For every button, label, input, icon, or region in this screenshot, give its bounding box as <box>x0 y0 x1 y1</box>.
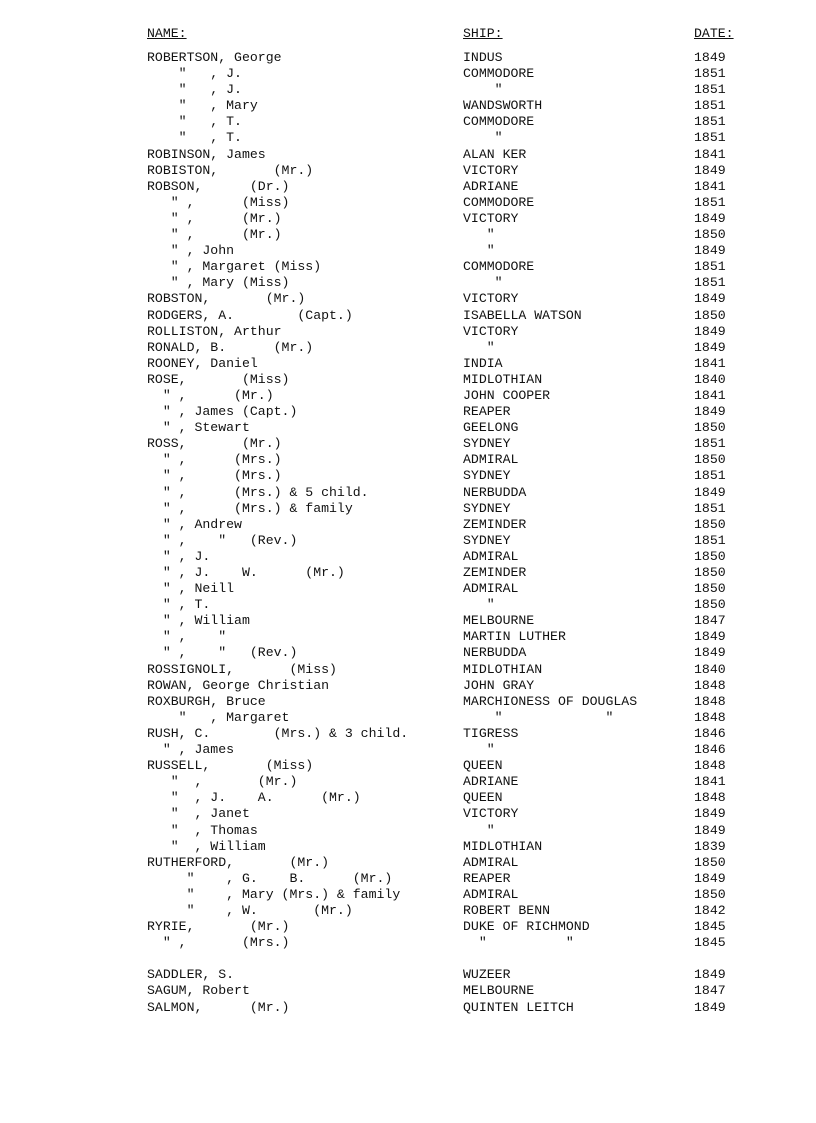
sailing-date: 1841 <box>694 178 726 194</box>
ship-name: " <box>463 742 495 758</box>
ship-name: ISABELLA WATSON <box>463 307 582 323</box>
passenger-name: " , Margaret <box>147 709 290 725</box>
sailing-date: 1851 <box>694 259 726 275</box>
sailing-date: 1849 <box>694 404 726 420</box>
table-row <box>0 98 816 114</box>
ship-name: VICTORY <box>463 323 519 339</box>
table-row <box>0 597 816 613</box>
passenger-name: " , Mary (Miss) <box>147 275 290 291</box>
ship-name: SYDNEY <box>463 500 511 516</box>
table-row <box>0 549 816 565</box>
passenger-name: " , Stewart <box>147 420 250 436</box>
ship-name: MIDLOTHIAN <box>463 838 543 854</box>
passenger-name: " , T. <box>147 597 211 613</box>
sailing-date: 1845 <box>694 919 726 935</box>
passenger-name: SALMON, (Mr.) <box>147 999 290 1015</box>
ship-name: COMMODORE <box>463 194 535 210</box>
table-row <box>0 919 816 935</box>
table-row <box>0 613 816 629</box>
sailing-date: 1850 <box>694 548 726 564</box>
table-row <box>0 533 816 549</box>
ship-name: QUEEN <box>463 790 503 806</box>
sailing-date: 1847 <box>694 613 726 629</box>
passenger-name: RONALD, B. (Mr.) <box>147 339 314 355</box>
sailing-date: 1850 <box>694 452 726 468</box>
passenger-name: " , " (Rev.) <box>147 532 298 548</box>
table-row <box>0 645 816 661</box>
ship-name: ZEMINDER <box>463 516 527 532</box>
passenger-name: " , J. <box>147 548 211 564</box>
ship-name: INDUS <box>463 50 503 65</box>
passenger-name: SADDLER, S. <box>147 967 235 983</box>
sailing-date: 1850 <box>694 581 726 597</box>
table-row <box>0 629 816 645</box>
passenger-list <box>0 50 816 1016</box>
table-row <box>0 951 816 983</box>
table-row <box>0 66 816 82</box>
table-row <box>0 1000 816 1016</box>
sailing-date: 1851 <box>694 468 726 484</box>
sailing-date: 1846 <box>694 725 726 741</box>
column-header-date: DATE: <box>694 26 734 41</box>
ship-name: INDIA <box>463 355 503 371</box>
column-header-ship: SHIP: <box>463 26 503 41</box>
ship-name: SYDNEY <box>463 436 511 452</box>
passenger-name: " , William <box>147 613 250 629</box>
ship-name: REAPER <box>463 870 511 886</box>
sailing-date: 1850 <box>694 597 726 613</box>
sailing-date: 1849 <box>694 806 726 822</box>
table-row <box>0 806 816 822</box>
passenger-name: ROSE, (Miss) <box>147 371 290 387</box>
table-row <box>0 501 816 517</box>
passenger-name: " , (Mr.) <box>147 387 274 403</box>
ship-name: " <box>463 597 495 613</box>
table-row <box>0 324 816 340</box>
ship-name: COMMODORE <box>463 259 535 275</box>
sailing-date: 1842 <box>694 902 726 918</box>
ship-name: NERBUDDA <box>463 484 527 500</box>
ship-name: WUZEER <box>463 967 511 983</box>
ship-name: DUKE OF RICHMOND <box>463 919 590 935</box>
sailing-date: 1851 <box>694 275 726 291</box>
column-header-name: NAME: <box>147 26 187 41</box>
ship-name: " <box>463 243 495 259</box>
sailing-date: 1849 <box>694 243 726 259</box>
passenger-name: " , (Mr.) <box>147 210 282 226</box>
passenger-name: " , J. W. (Mr.) <box>147 565 345 580</box>
table-row <box>0 404 816 420</box>
table-row <box>0 147 816 163</box>
sailing-date: 1849 <box>694 291 726 307</box>
sailing-date: 1850 <box>694 516 726 532</box>
sailing-date: 1851 <box>694 436 726 452</box>
sailing-date: 1840 <box>694 371 726 387</box>
table-row <box>0 372 816 388</box>
passenger-name: ROBINSON, James <box>147 146 266 162</box>
table-row <box>0 485 816 501</box>
sailing-date: 1849 <box>694 484 726 500</box>
table-row <box>0 114 816 130</box>
sailing-date: 1851 <box>694 194 726 210</box>
passenger-name: " , Andrew <box>147 516 242 532</box>
sailing-date: 1849 <box>694 210 726 226</box>
table-row <box>0 710 816 726</box>
sailing-date: 1849 <box>694 999 726 1015</box>
passenger-name: RUSH, C. (Mrs.) & 3 child. <box>147 725 409 741</box>
table-row <box>0 839 816 855</box>
table-row <box>0 565 816 581</box>
passenger-name: SAGUM, Robert <box>147 983 250 999</box>
ship-name: " <box>463 82 503 98</box>
ship-name: MELBOURNE <box>463 613 535 629</box>
table-row <box>0 823 816 839</box>
table-row <box>0 581 816 597</box>
sailing-date: 1850 <box>694 854 726 870</box>
table-row <box>0 420 816 436</box>
table-row <box>0 227 816 243</box>
sailing-date: 1839 <box>694 838 726 854</box>
sailing-date: 1850 <box>694 420 726 436</box>
passenger-name: ROBSON, (Dr.) <box>147 178 290 194</box>
passenger-name: " , Mary (Mrs.) & family <box>147 886 401 902</box>
passenger-name: " , T. <box>147 114 242 130</box>
passenger-name: " , Janet <box>147 806 250 822</box>
passenger-name: ROSS, (Mr.) <box>147 436 282 452</box>
passenger-name: " , J. <box>147 66 242 82</box>
passenger-name: " , (Mr.) <box>147 774 298 790</box>
passenger-name: " , (Mrs.) <box>147 468 282 484</box>
passenger-name: ROLLISTON, Arthur <box>147 323 282 339</box>
table-row <box>0 662 816 678</box>
ship-name: " <box>463 130 503 146</box>
ship-name: NERBUDDA <box>463 645 527 661</box>
sailing-date: 1846 <box>694 742 726 758</box>
table-row <box>0 468 816 484</box>
table-row <box>0 436 816 452</box>
sailing-date: 1841 <box>694 146 726 162</box>
passenger-name: " , William <box>147 838 266 854</box>
ship-name: ALAN KER <box>463 146 527 162</box>
sailing-date: 1840 <box>694 661 726 677</box>
ship-name: ADRIANE <box>463 178 519 194</box>
passenger-name: " , " (Rev.) <box>147 645 298 661</box>
table-row <box>0 726 816 742</box>
table-row <box>0 935 816 951</box>
ship-name: ROBERT BENN <box>463 902 551 918</box>
sailing-date: 1851 <box>694 130 726 146</box>
table-row <box>0 388 816 404</box>
ship-name: MARTIN LUTHER <box>463 629 566 645</box>
sailing-date: 1841 <box>694 355 726 371</box>
sailing-date: 1851 <box>694 500 726 516</box>
sailing-date: 1849 <box>694 339 726 355</box>
sailing-date: 1849 <box>694 967 726 983</box>
passenger-name: ROSSIGNOLI, (Miss) <box>147 661 337 677</box>
sailing-date: 1849 <box>694 870 726 886</box>
passenger-name: RUTHERFORD, (Mr.) <box>147 854 330 870</box>
ship-name: VICTORY <box>463 806 519 822</box>
passenger-name: RODGERS, A. (Capt.) <box>147 307 353 323</box>
passenger-name: " , J. <box>147 82 242 98</box>
ship-name: WANDSWORTH <box>463 98 543 114</box>
ship-name: MIDLOTHIAN <box>463 371 543 387</box>
passenger-name: RYRIE, (Mr.) <box>147 919 290 935</box>
sailing-date: 1848 <box>694 693 726 709</box>
table-row <box>0 452 816 468</box>
table-row <box>0 179 816 195</box>
sailing-date: 1849 <box>694 645 726 661</box>
passenger-name: ROBISTON, (Mr.) <box>147 162 314 178</box>
passenger-name: " , James (Capt.) <box>147 404 298 420</box>
passenger-name: " , John <box>147 243 235 259</box>
sailing-date: 1848 <box>694 709 726 725</box>
sailing-date: 1851 <box>694 114 726 130</box>
passenger-name: " , (Mrs.) <box>147 452 282 468</box>
table-row <box>0 855 816 871</box>
sailing-date: 1841 <box>694 774 726 790</box>
ship-name: " <box>463 275 503 291</box>
passenger-name: ROBSTON, (Mr.) <box>147 291 306 307</box>
table-row <box>0 275 816 291</box>
ship-name: VICTORY <box>463 291 519 307</box>
passenger-name: " , W. (Mr.) <box>147 902 353 918</box>
ship-name: JOHN COOPER <box>463 387 551 403</box>
ship-name: COMMODORE <box>463 66 535 82</box>
sailing-date: 1849 <box>694 822 726 838</box>
ship-name: TIGRESS <box>463 725 519 741</box>
sailing-date: 1850 <box>694 227 726 243</box>
ship-name: JOHN GRAY <box>463 677 535 693</box>
passenger-name: " , James <box>147 742 235 758</box>
sailing-date: 1851 <box>694 82 726 98</box>
sailing-date: 1850 <box>694 886 726 902</box>
ship-name: VICTORY <box>463 162 519 178</box>
sailing-date: 1841 <box>694 387 726 403</box>
ship-name: " " <box>463 709 614 725</box>
sailing-date: 1850 <box>694 307 726 323</box>
table-row <box>0 758 816 774</box>
ship-name: ADMIRAL <box>463 548 519 564</box>
table-row <box>0 259 816 275</box>
ship-name: SYDNEY <box>463 468 511 484</box>
ship-name: GEELONG <box>463 420 519 436</box>
passenger-name: " , (Mrs.) <box>147 935 290 951</box>
table-row <box>0 243 816 259</box>
passenger-name: " , (Mr.) <box>147 227 282 243</box>
passenger-name: " , Margaret (Miss) <box>147 259 322 275</box>
sailing-date: 1845 <box>694 935 726 951</box>
table-row <box>0 340 816 356</box>
sailing-date: 1848 <box>694 790 726 806</box>
sailing-date: 1849 <box>694 162 726 178</box>
passenger-name: " , T. <box>147 130 242 146</box>
table-row <box>0 678 816 694</box>
passenger-name: ROXBURGH, Bruce <box>147 693 266 709</box>
table-row <box>0 82 816 98</box>
ship-name: VICTORY <box>463 210 519 226</box>
passenger-name: ROONEY, Daniel <box>147 355 258 371</box>
table-row <box>0 308 816 324</box>
ship-name: " <box>463 822 495 838</box>
sailing-date: 1849 <box>694 323 726 339</box>
sailing-date: 1850 <box>694 565 726 580</box>
sailing-date: 1848 <box>694 677 726 693</box>
ship-name: QUEEN <box>463 758 503 774</box>
passenger-name: " , (Mrs.) & 5 child. <box>147 484 369 500</box>
ship-name: " <box>463 339 495 355</box>
table-row <box>0 163 816 179</box>
passenger-name: " , " <box>147 629 227 645</box>
ship-name: MIDLOTHIAN <box>463 661 543 677</box>
table-row <box>0 50 816 66</box>
ship-name: REAPER <box>463 404 511 420</box>
table-row <box>0 517 816 533</box>
ship-name: SYDNEY <box>463 532 511 548</box>
table-row <box>0 790 816 806</box>
table-row <box>0 356 816 372</box>
table-row <box>0 983 816 999</box>
ship-name: ADMIRAL <box>463 581 519 597</box>
passenger-name: " , Thomas <box>147 822 258 838</box>
passenger-name: ROBERTSON, George <box>147 50 282 65</box>
table-row <box>0 291 816 307</box>
sailing-date: 1851 <box>694 98 726 114</box>
passenger-name: ROWAN, George Christian <box>147 677 330 693</box>
ship-name: QUINTEN LEITCH <box>463 999 574 1015</box>
ship-name: ADMIRAL <box>463 452 519 468</box>
passenger-name: " , (Miss) <box>147 194 290 210</box>
table-row <box>0 903 816 919</box>
sailing-date: 1848 <box>694 758 726 774</box>
passenger-name: " , Mary <box>147 98 258 114</box>
ship-name: " " <box>463 935 574 951</box>
sailing-date: 1847 <box>694 983 726 999</box>
table-row <box>0 195 816 211</box>
ship-name: ADRIANE <box>463 774 519 790</box>
passenger-name: " , (Mrs.) & family <box>147 500 353 516</box>
table-row <box>0 871 816 887</box>
table-row <box>0 130 816 146</box>
ship-name: ADMIRAL <box>463 886 519 902</box>
ship-name: MELBOURNE <box>463 983 535 999</box>
table-row <box>0 774 816 790</box>
sailing-date: 1851 <box>694 66 726 82</box>
sailing-date: 1851 <box>694 532 726 548</box>
table-row <box>0 694 816 710</box>
table-row <box>0 211 816 227</box>
ship-name: COMMODORE <box>463 114 535 130</box>
passenger-name: " , Neill <box>147 581 235 597</box>
ship-name: MARCHIONESS OF DOUGLAS <box>463 693 638 709</box>
passenger-name: " , G. B. (Mr.) <box>147 870 393 886</box>
table-row <box>0 742 816 758</box>
ship-name: ZEMINDER <box>463 565 527 580</box>
sailing-date: 1849 <box>694 629 726 645</box>
sailing-date: 1849 <box>694 50 726 65</box>
passenger-name: RUSSELL, (Miss) <box>147 758 314 774</box>
ship-name: ADMIRAL <box>463 854 519 870</box>
table-row <box>0 887 816 903</box>
passenger-name: " , J. A. (Mr.) <box>147 790 361 806</box>
ship-name: " <box>463 227 495 243</box>
